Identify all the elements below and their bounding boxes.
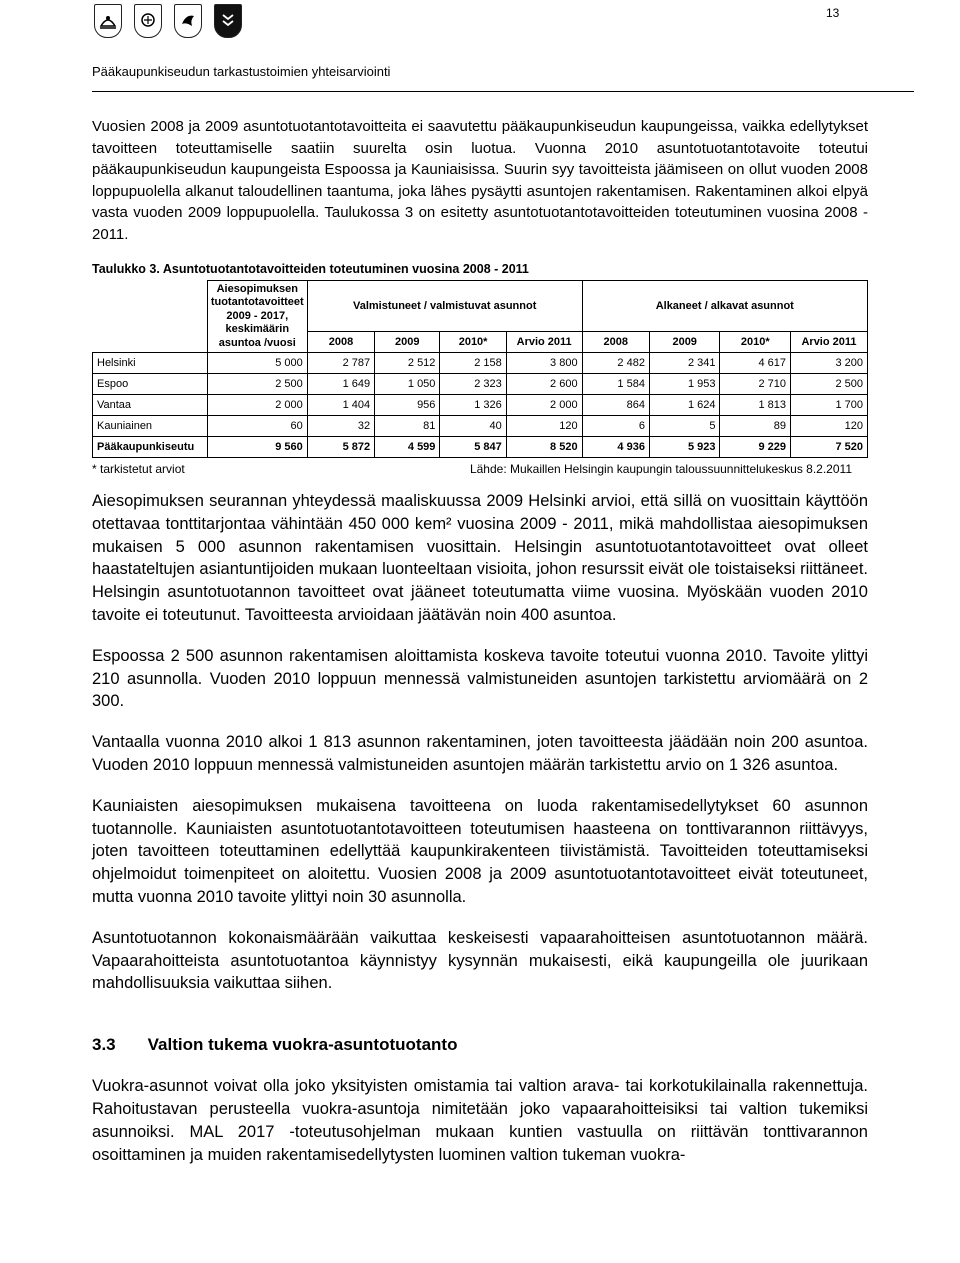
table-cell: 2 500 <box>791 374 868 395</box>
page-number: 13 <box>826 6 840 20</box>
completed-group-header: Valmistuneet / valmistuvat asunnot <box>307 281 582 332</box>
table-cell: 1 584 <box>582 374 649 395</box>
section-number: 3.3 <box>92 1035 116 1055</box>
table-cell: 1 326 <box>440 395 506 416</box>
table-cell: 5 872 <box>307 437 374 458</box>
table-cell: 32 <box>307 416 374 437</box>
started-group-header: Alkaneet / alkavat asunnot <box>582 281 867 332</box>
table-cell: 120 <box>506 416 582 437</box>
intro-paragraph: Vuosien 2008 ja 2009 asuntotuotantotavoitteita ei saavutettu pääkaupunkiseudun kaupungeissa, vaikka edellytykset tavoitteen toteuttamiselle saatiin suurelta osin luotua. Vuonna 2010 asuntotuotantotavoite toteutui pääkaupunkiseudun kaupungeista Espoossa ja Kauniaisissa. Suurin syy tavoitteista jäämiseen on ollut vuoden 2008 loppupuolella alkanut taloudellinen taantuma, joka lähes pysäytti asuntojen rakentamisen. Rakentaminen alkoi elpyä vasta vuoden 2009 loppupuolella. Taulukossa 3 on esitetty asuntotuotantotavoitteiden toteutuminen vuosina 2008 - 2011. <box>92 118 868 243</box>
table-cell: 2 787 <box>307 353 374 374</box>
table-notes <box>92 462 852 476</box>
table-row <box>93 374 868 395</box>
table-corner <box>93 281 208 353</box>
table-source: Lähde: Mukaillen Helsingin kaupungin taloussuunnittelukeskus 8.2.2011 <box>469 462 852 476</box>
table-cell: 956 <box>375 395 440 416</box>
row-name: Kauniainen <box>93 416 208 437</box>
year-header: 2009 <box>375 332 440 353</box>
body-paragraph: Espoossa 2 500 asunnon rakentamisen aloittamista koskeva tavoite toteutui vuonna 2010. Tavoite ylittyi 210 asunnolla. Vuoden 2010 loppuun mennessä valmistuneiden asuntojen tarkistettu arviomäärä on 2 300. <box>92 646 868 711</box>
row-target: 60 <box>207 416 307 437</box>
table-row-total <box>93 437 868 458</box>
table-cell: 5 847 <box>440 437 506 458</box>
body-paragraph: Kauniaisten aiesopimuksen mukaisena tavoitteena on luoda rakentamisedellytykset 60 asunnon tuotannolle. Kauniaisten asuntotuotantotavoitteen toteutumisen haasteena on tonttivarannon riittävyys, joten tavoitteen toteuttaminen edellyttää kaupunkirakenteen tiivistämistä. Tavoitteiden toteuttamiseksi ohjelmoidut toimenpiteet on aloitettu. Vuosien 2008 ja 2009 asuntotuotantotavoitteet eivät toteutuneet, mutta vuonna 2010 tavoite ylittyi noin 30 asunnolla. <box>92 796 868 906</box>
table-cell: 4 617 <box>720 353 791 374</box>
table-cell: 120 <box>791 416 868 437</box>
table-cell: 864 <box>582 395 649 416</box>
housing-production-table <box>92 280 868 458</box>
table-cell: 1 624 <box>649 395 720 416</box>
table-cell: 1 050 <box>375 374 440 395</box>
year-header: Arvio 2011 <box>506 332 582 353</box>
table-cell: 1 404 <box>307 395 374 416</box>
table-cell: 2 512 <box>375 353 440 374</box>
kauniainen-crest-icon <box>214 4 242 38</box>
table-cell: 1 953 <box>649 374 720 395</box>
table-cell: 2 600 <box>506 374 582 395</box>
body-paragraph: Aiesopimuksen seurannan yhteydessä maaliskuussa 2009 Helsinki arvioi, että sillä on vuosittain käyttöön otettavaa tonttitarjontaa vähintään 450 000 kem² vuosina 2009 - 2011, mikä mahdollistaa aiesopimuksen mukaisen 5 000 asunnon rakentamisen vuosittain. Helsingin asuntotuotantotavoitteet ovat olleet haastateltujen asiantuntijoiden mukaan luonteeltaan visioita, johon resurssit eivät ole toistaiseksi riittäneet. Helsingin asuntotuotannon tavoitteet ovat jääneet toteutumatta viime vuosina. Myöskään vuoden 2010 tavoite ei toteutunut. Tavoitteesta arvioidaan jäätävän noin 400 asuntoa. <box>92 492 868 624</box>
table-cell: 2 000 <box>506 395 582 416</box>
table-cell: 2 323 <box>440 374 506 395</box>
table-cell: 2 158 <box>440 353 506 374</box>
table-cell: 5 <box>649 416 720 437</box>
table-cell: 40 <box>440 416 506 437</box>
year-header: 2009 <box>649 332 720 353</box>
espoo-crest-icon <box>134 4 162 38</box>
year-header: 2008 <box>307 332 374 353</box>
body-paragraph: Vantaalla vuonna 2010 alkoi 1 813 asunnon rakentaminen, joten tavoitteesta jäädään noin 200 asuntoa. Vuoden 2010 loppuun mennessä valmistuneiden asuntojen määrän tarkistettu arvio on 1 326 asuntoa. <box>92 733 868 774</box>
row-target: 2 500 <box>207 374 307 395</box>
table-cell: 2 341 <box>649 353 720 374</box>
year-header: Arvio 2011 <box>791 332 868 353</box>
vantaa-crest-icon <box>174 4 202 38</box>
body-paragraph: Asuntotuotannon kokonaismäärään vaikuttaa keskeisesti vapaarahoitteisen asuntotuotannon määrä. Vapaarahoitteista asuntotuotantoa käynnistyy kysynnän mukaisesti, eikä kaupungeilla ole juurikaan mahdollisuuksia vaikuttaa siihen. <box>92 928 868 993</box>
table-cell: 2 710 <box>720 374 791 395</box>
table-cell: 3 200 <box>791 353 868 374</box>
table-caption: Taulukko 3. Asuntotuotantotavoitteiden toteutuminen vuosina 2008 - 2011 <box>92 262 529 276</box>
table-cell: 89 <box>720 416 791 437</box>
table-row <box>93 353 868 374</box>
table-footnote: * tarkistetut arviot <box>92 462 185 476</box>
table-cell: 2 482 <box>582 353 649 374</box>
table-cell: 7 520 <box>791 437 868 458</box>
year-header: 2010* <box>720 332 791 353</box>
year-header: 2010* <box>440 332 506 353</box>
row-target: 9 560 <box>207 437 307 458</box>
section-paragraph: Vuokra-asunnot voivat olla joko yksityisten omistamia tai valtion arava- tai korkotukilainalla rakennettuja. Rahoitustavan perusteella vuokra-asuntoja nimitetään joko vapaarahoitteisiksi tai valtion tukemiksi asunnoiksi. MAL 2017 -toteutusohjelman mukaan kuntien vastuulla on riittävän tonttivarannon osoittaminen ja muiden rakentamisedellytysten luominen valtion tukeman vuokra- <box>92 1077 868 1164</box>
table-cell: 81 <box>375 416 440 437</box>
table-cell: 6 <box>582 416 649 437</box>
row-target: 2 000 <box>207 395 307 416</box>
section-heading <box>92 1035 868 1055</box>
table-cell: 8 520 <box>506 437 582 458</box>
header-divider <box>92 91 914 92</box>
target-column-header: Aiesopimuksen tuotantotavoitteet 2009 - 2017, keskimäärin asuntoa /vuosi <box>207 281 307 353</box>
row-name: Pääkaupunkiseutu <box>93 437 208 458</box>
table-cell: 3 800 <box>506 353 582 374</box>
row-name: Espoo <box>93 374 208 395</box>
row-name: Helsinki <box>93 353 208 374</box>
table-cell: 1 700 <box>791 395 868 416</box>
municipality-logos <box>94 4 242 38</box>
running-header: Pääkaupunkiseudun tarkastustoimien yhteisarviointi <box>92 64 391 79</box>
table-cell: 5 923 <box>649 437 720 458</box>
table-cell: 1 813 <box>720 395 791 416</box>
table-cell: 1 649 <box>307 374 374 395</box>
helsinki-crest-icon <box>94 4 122 38</box>
table-row <box>93 416 868 437</box>
table-cell: 4 936 <box>582 437 649 458</box>
row-name: Vantaa <box>93 395 208 416</box>
table-cell: 4 599 <box>375 437 440 458</box>
year-header: 2008 <box>582 332 649 353</box>
row-target: 5 000 <box>207 353 307 374</box>
table-row <box>93 395 868 416</box>
section-title: Valtion tukema vuokra-asuntotuotanto <box>147 1035 458 1055</box>
table-cell: 9 229 <box>720 437 791 458</box>
page-content <box>92 116 868 1166</box>
